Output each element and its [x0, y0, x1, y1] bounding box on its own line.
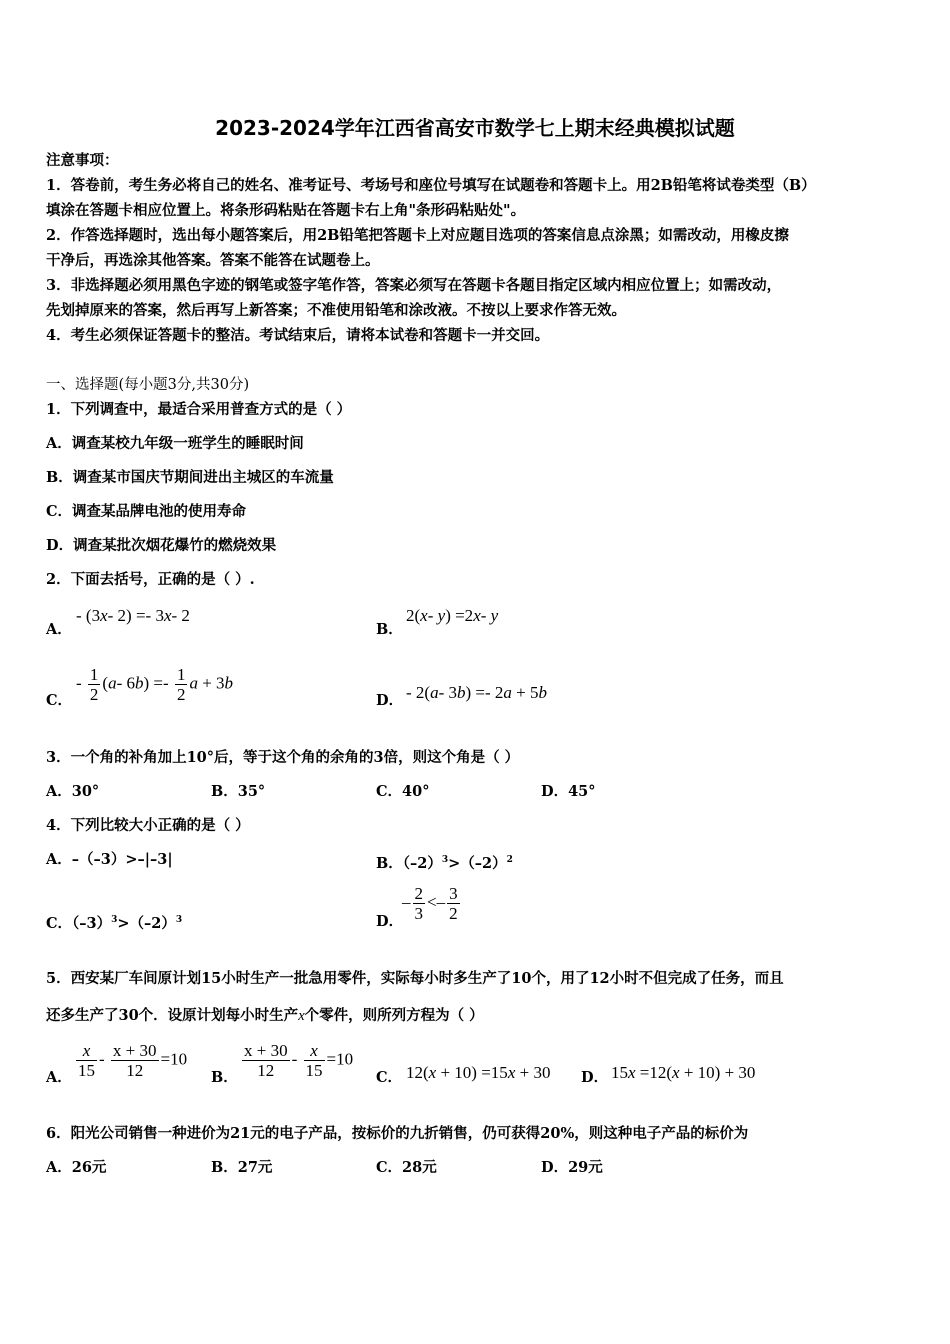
notice-line: 填涂在答题卡相应位置上。将条形码粘贴在答题卡右上角"条形码粘贴处"。: [46, 202, 526, 219]
q6-option-b: B．27元: [211, 1159, 273, 1176]
q1-option-c: C．调查某品牌电池的使用寿命: [46, 503, 247, 520]
notice-line: 先划掉原来的答案，然后再写上新答案；不准使用铅笔和涂改液。不按以上要求作答无效。: [46, 302, 626, 319]
q5-stem-line1: 5．西安某厂车间原计划15小时生产一批急用零件，实际每小时多生产了10个，用了12小时不但完成了任务，而且: [46, 970, 784, 987]
q5-option-b-expr: $\frac{x + 30}{12}$ - $\frac{x}{15}$ =10: [244, 1041, 354, 1080]
section-heading: 一、选择题(每小题3分,共30分): [46, 377, 250, 393]
page-title: 2023-2024学年江西省高安市数学七上期末经典模拟试题: [215, 116, 735, 140]
q3-option-b: B．35°: [211, 783, 266, 800]
q6-option-c: C．28元: [376, 1159, 437, 1176]
q4-stem: 4．下列比较大小正确的是（ ）: [46, 817, 250, 834]
q2-option-b-expr: 2(x- y) =2x- y: [406, 606, 499, 625]
notice-heading: 注意事项：: [46, 152, 119, 169]
notice-line: 4．考生必须保证答题卡的整洁。考试结束后，请将本试卷和答题卡一并交回。: [46, 327, 550, 344]
q5-label-a: A．: [46, 1069, 72, 1086]
q4-option-c: C．$(-3)^3>(-2)^3$: [46, 915, 183, 932]
q1-option-b: B．调查某市国庆节期间进出主城区的车流量: [46, 469, 334, 486]
q6-option-a: A．26元: [46, 1159, 107, 1176]
q2-label-a: A．: [46, 621, 72, 638]
q5-option-d-expr: 15x =12(x + 10) + 30: [611, 1063, 756, 1082]
q2-option-a-expr: - (3x- 2) =- 3x- 2: [76, 606, 190, 625]
q5-option-a-expr: $\frac{x}{15}$ - $\frac{x + 30}{12}$ =10: [78, 1041, 188, 1080]
q3-option-d: D．45°: [541, 783, 596, 800]
q4-option-a: A．–（–3）>–|–3|: [46, 851, 173, 868]
q3-stem: 3．一个角的补角加上10°后，等于这个角的余角的3倍，则这个角是（ ）: [46, 749, 520, 766]
q1-option-d: D．调查某批次烟花爆竹的燃烧效果: [46, 537, 277, 554]
q5-label-c: C．: [376, 1069, 403, 1086]
q2-stem: 2．下面去括号，正确的是（ ）.: [46, 571, 255, 588]
q3-option-a: A．30°: [46, 783, 100, 800]
q3-option-c: C．40°: [376, 783, 430, 800]
notice-line: 2．作答选择题时，选出每小题答案后，用2B铅笔把答题卡上对应题目选项的答案信息点涂黑；如需改动，用橡皮擦: [46, 227, 789, 244]
notice-line: 干净后，再选涂其他答案。答案不能答在试题卷上。: [46, 252, 380, 269]
q5-stem-line2: 还多生产了30个．设原计划每小时生产x个零件，则所列方程为（ ）: [46, 1007, 484, 1024]
q5-label-b: B．: [211, 1069, 238, 1086]
q5-label-d: D．: [581, 1069, 609, 1086]
q5-option-c-expr: 12(x + 10) =15x + 30: [406, 1063, 551, 1082]
q4-option-d-expr: – $\frac{2}{3}$ <– $\frac{3}{2}$: [402, 884, 458, 923]
q2-option-c-expr: - $\frac{1}{2}$ (a- 6b) =- $\frac{1}{2}$ a + 3b: [76, 665, 234, 704]
q6-stem: 6．阳光公司销售一种进价为21元的电子产品，按标价的九折销售，仍可获得20%，则这种电子产品的标价为: [46, 1125, 749, 1142]
q6-option-d: D．29元: [541, 1159, 603, 1176]
q2-label-b: B．: [376, 621, 403, 638]
q1-option-a: A．调查某校九年级一班学生的睡眠时间: [46, 435, 304, 452]
notice-line: 1．答卷前，考生务必将自己的姓名、准考证号、考场号和座位号填写在试题卷和答题卡上。用2B铅笔将试卷类型（B）: [46, 177, 816, 194]
q1-stem: 1．下列调查中，最适合采用普查方式的是（ ）: [46, 401, 352, 418]
q2-label-c: C．: [46, 692, 73, 709]
q4-label-d: D．: [376, 913, 404, 930]
q4-option-b: B．$(-2)^3>(-2)^2$: [376, 855, 513, 872]
q2-label-d: D．: [376, 692, 404, 709]
q2-option-d-expr: - 2(a- 3b) =- 2a + 5b: [406, 683, 548, 702]
notice-line: 3．非选择题必须用黑色字迹的钢笔或签字笔作答，答案必须写在答题卡各题目指定区域内相应位置上；如需改动，: [46, 277, 782, 294]
